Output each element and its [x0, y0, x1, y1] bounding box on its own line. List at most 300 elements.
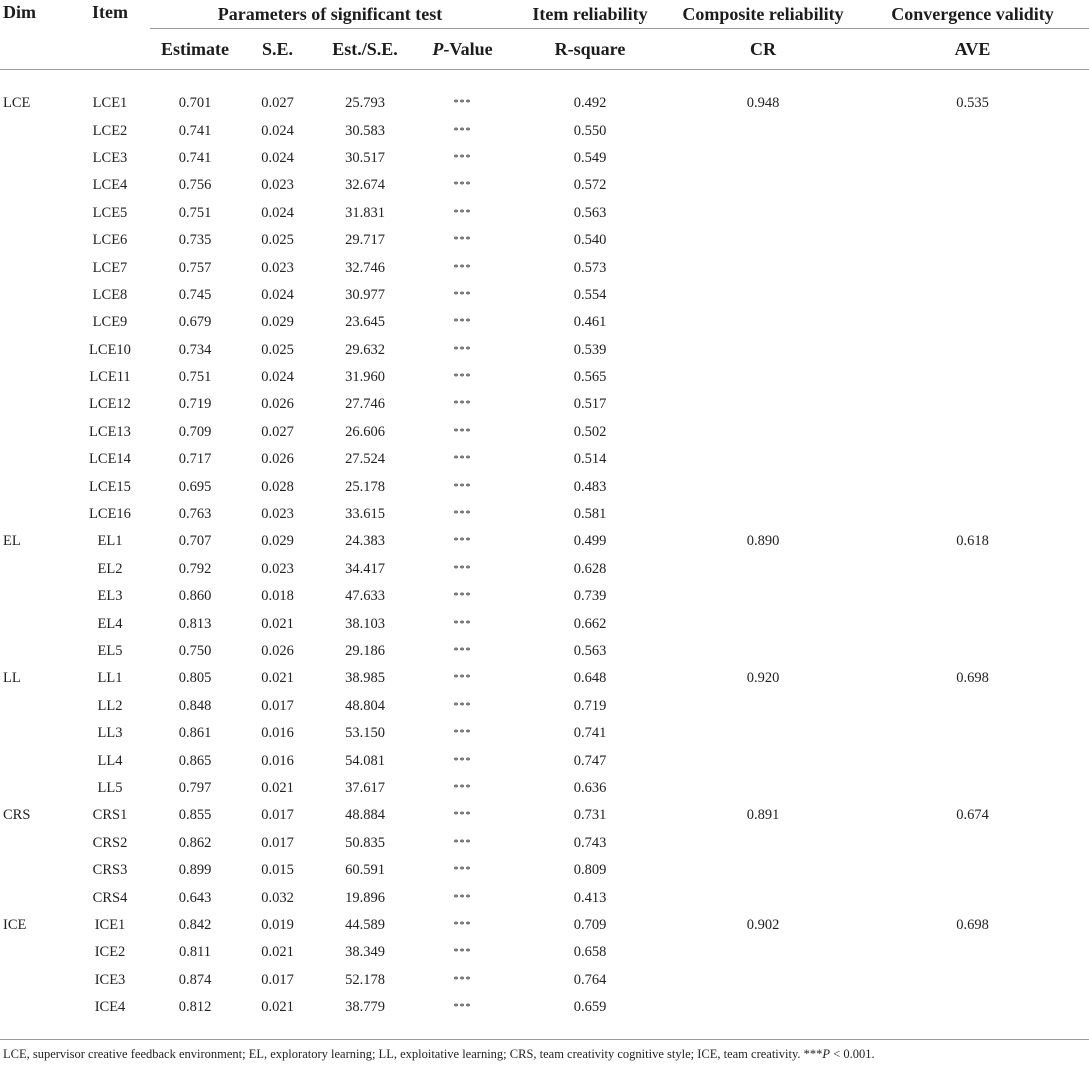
cell-dim: LCE — [3, 95, 31, 112]
table-row — [0, 364, 1089, 391]
cell-est-se: 48.804 — [345, 697, 385, 714]
cell-ave — [856, 501, 1089, 528]
cell-item: LCE4 — [92, 177, 128, 194]
cell-est-se: 34.417 — [345, 560, 385, 577]
cell-est-se: 30.517 — [345, 149, 385, 166]
cell-estimate: 0.717 — [178, 451, 212, 468]
cell-item: CRS4 — [92, 889, 128, 906]
cell-r-square: 0.628 — [573, 560, 607, 577]
cell-estimate: 0.734 — [178, 341, 212, 358]
cell-se: 0.021 — [261, 615, 294, 632]
cell-r-square: 0.572 — [573, 177, 607, 194]
cell-est-se: 44.589 — [345, 916, 385, 933]
table-row — [0, 528, 1089, 555]
cell-item: CRS1 — [92, 807, 128, 824]
table-row — [0, 282, 1089, 309]
cell-item: LL5 — [97, 779, 123, 796]
cell-dim — [0, 884, 70, 911]
cell-estimate: 0.797 — [178, 779, 212, 796]
cell-est-se: 30.583 — [345, 122, 385, 139]
cell-r-square: 0.573 — [573, 259, 607, 276]
cell-estimate: 0.855 — [178, 807, 212, 824]
cell-r-square: 0.539 — [573, 341, 607, 358]
cell-se: 0.021 — [261, 944, 294, 961]
cell-dim — [0, 720, 70, 747]
cell-dim — [0, 309, 70, 336]
cell-estimate: 0.811 — [178, 944, 212, 961]
cell-se: 0.023 — [261, 177, 294, 194]
cell-r-square: 0.636 — [573, 779, 607, 796]
cell-ave — [856, 446, 1089, 473]
cell-se: 0.023 — [261, 560, 294, 577]
cell-cr — [670, 994, 856, 1021]
cell-cr — [670, 583, 856, 610]
cell-se: 0.017 — [261, 807, 294, 824]
table-row — [0, 446, 1089, 473]
cell-item: LCE16 — [89, 506, 131, 523]
table-bottom-rule — [0, 1039, 1089, 1040]
cell-se: 0.032 — [261, 889, 294, 906]
col-item: Item — [92, 2, 128, 22]
cell-p-value: *** — [453, 509, 472, 521]
cell-dim — [0, 610, 70, 637]
cell-estimate: 0.709 — [178, 423, 212, 440]
table-row — [0, 309, 1089, 336]
cell-dim — [0, 747, 70, 774]
table-row — [0, 583, 1089, 610]
cell-cr — [670, 446, 856, 473]
cell-cr — [670, 720, 856, 747]
cell-p-value: *** — [453, 837, 472, 849]
cell-est-se: 31.960 — [345, 369, 385, 386]
cell-p-value: *** — [453, 865, 472, 877]
cell-r-square: 0.809 — [573, 862, 607, 879]
cell-p-value: *** — [453, 289, 472, 301]
cell-item: LCE13 — [89, 423, 131, 440]
cell-estimate: 0.750 — [178, 643, 212, 659]
cell-r-square: 0.731 — [573, 807, 607, 824]
cell-p-value: *** — [453, 919, 472, 931]
cell-cr: 0.902 — [746, 916, 780, 933]
cell-est-se: 53.150 — [345, 725, 385, 742]
cell-est-se: 60.591 — [345, 862, 385, 879]
cell-est-se: 25.178 — [345, 478, 385, 495]
cell-dim: CRS — [3, 807, 31, 824]
cell-p-value: *** — [453, 235, 472, 247]
cell-p-value: *** — [453, 180, 472, 192]
cell-est-se: 48.884 — [345, 807, 385, 824]
cell-p-value: *** — [453, 98, 472, 110]
cell-ave — [856, 884, 1089, 911]
cell-est-se: 19.896 — [345, 889, 385, 906]
cell-se: 0.017 — [261, 971, 294, 988]
cell-estimate: 0.735 — [178, 232, 212, 249]
cell-estimate: 0.751 — [178, 204, 212, 221]
cell-p-value: *** — [453, 974, 472, 986]
cell-estimate: 0.707 — [178, 533, 212, 550]
cell-est-se: 31.831 — [345, 204, 385, 221]
cell-estimate: 0.643 — [178, 889, 212, 906]
table-row — [0, 912, 1089, 939]
cell-cr — [670, 117, 856, 144]
cell-cr — [670, 364, 856, 391]
cell-est-se: 50.835 — [345, 834, 385, 851]
cell-ave — [856, 720, 1089, 747]
cell-dim — [0, 200, 70, 227]
cell-item: LCE12 — [89, 396, 131, 413]
cell-ave — [856, 994, 1089, 1021]
table-footnote — [3, 1047, 875, 1062]
cell-ave — [856, 419, 1089, 446]
table-row — [0, 610, 1089, 637]
cell-cr — [670, 884, 856, 911]
cell-item: CRS3 — [92, 862, 128, 879]
cell-item: LCE1 — [92, 95, 128, 112]
cell-se: 0.021 — [261, 779, 294, 796]
cell-item: LCE10 — [89, 341, 131, 358]
cell-estimate: 0.842 — [178, 916, 212, 933]
cell-dim — [0, 501, 70, 528]
cell-cr — [670, 391, 856, 418]
cell-r-square: 0.659 — [573, 999, 607, 1016]
cell-p-value: *** — [453, 673, 472, 685]
col-ave: AVE — [954, 38, 991, 59]
cell-p-value: *** — [453, 700, 472, 712]
cell-se: 0.026 — [261, 451, 294, 468]
cell-p-value: *** — [453, 728, 472, 740]
cell-ave: 0.698 — [956, 670, 989, 687]
cell-cr — [670, 556, 856, 583]
cell-dim — [0, 419, 70, 446]
cell-estimate: 0.812 — [178, 999, 212, 1016]
cell-est-se: 33.615 — [345, 506, 385, 523]
cell-r-square: 0.709 — [573, 916, 607, 933]
cell-item: LL1 — [97, 670, 123, 687]
cell-r-square: 0.413 — [573, 889, 607, 906]
cell-ave — [856, 638, 1089, 665]
table-row — [0, 994, 1089, 1021]
header-row-2 — [0, 29, 1089, 70]
footnote-text: LCE, supervisor creative feedback environment; EL, exploratory learning; LL, exploitative learning; CRS, team creativity cognitive style; ICE, team creativity. — [3, 1047, 804, 1061]
cell-r-square: 0.648 — [573, 670, 607, 687]
cell-ave — [856, 857, 1089, 884]
cell-estimate: 0.899 — [178, 862, 212, 879]
cell-item: LCE5 — [92, 204, 128, 221]
table-row — [0, 939, 1089, 966]
cell-p-value: *** — [453, 536, 472, 548]
cell-ave: 0.698 — [956, 916, 989, 933]
cell-cr: 0.920 — [746, 670, 780, 687]
cell-se: 0.025 — [261, 341, 294, 358]
cell-ave — [856, 282, 1089, 309]
cell-ave: 0.535 — [956, 95, 989, 112]
cell-est-se: 27.746 — [345, 396, 385, 413]
cell-ave — [856, 967, 1089, 994]
table-row — [0, 200, 1089, 227]
cell-se: 0.028 — [261, 478, 294, 495]
table-row — [0, 802, 1089, 829]
cell-estimate: 0.741 — [178, 122, 212, 139]
cell-r-square: 0.739 — [573, 588, 607, 605]
cell-item: EL4 — [97, 615, 123, 632]
cell-ave: 0.618 — [956, 533, 989, 550]
cell-p-value: *** — [453, 152, 472, 164]
cell-r-square: 0.743 — [573, 834, 607, 851]
cell-cr: 0.891 — [746, 807, 780, 824]
cell-estimate: 0.756 — [178, 177, 212, 194]
cell-dim — [0, 337, 70, 364]
footnote-p: P — [822, 1047, 831, 1061]
cell-dim — [0, 583, 70, 610]
cell-est-se: 32.746 — [345, 259, 385, 276]
cell-se: 0.018 — [261, 588, 294, 605]
cell-se: 0.016 — [261, 725, 294, 742]
cell-r-square: 0.563 — [573, 643, 607, 659]
cell-dim: LL — [3, 670, 21, 687]
cell-estimate: 0.751 — [178, 369, 212, 386]
cell-p-value: *** — [453, 892, 472, 904]
col-group-convergence-validity: Convergence validity — [856, 0, 1089, 29]
cell-r-square: 0.461 — [573, 314, 607, 331]
cell-ave — [856, 391, 1089, 418]
table-row — [0, 857, 1089, 884]
cell-item: LCE11 — [89, 369, 131, 386]
cell-ave — [856, 747, 1089, 774]
cell-dim — [0, 939, 70, 966]
cell-est-se: 32.674 — [345, 177, 385, 194]
table-row — [0, 419, 1089, 446]
cell-dim — [0, 556, 70, 583]
cell-cr — [670, 638, 856, 665]
table-row — [0, 145, 1089, 172]
cell-item: LL4 — [97, 752, 123, 769]
cell-cr — [670, 309, 856, 336]
cell-se: 0.023 — [261, 259, 294, 276]
cell-p-value: *** — [453, 344, 472, 356]
cell-se: 0.023 — [261, 506, 294, 523]
table-row — [0, 665, 1089, 692]
cell-dim — [0, 282, 70, 309]
cell-est-se: 23.645 — [345, 314, 385, 331]
cell-est-se: 52.178 — [345, 971, 385, 988]
cell-cr — [670, 337, 856, 364]
cell-cr — [670, 200, 856, 227]
cell-p-value: *** — [453, 372, 472, 384]
cell-item: LL2 — [97, 697, 123, 714]
cell-r-square: 0.517 — [573, 396, 607, 413]
cell-estimate: 0.861 — [178, 725, 212, 742]
cell-est-se: 37.617 — [345, 779, 385, 796]
cell-ave — [856, 610, 1089, 637]
cell-p-value: *** — [453, 563, 472, 575]
cell-ave — [856, 939, 1089, 966]
cell-r-square: 0.550 — [573, 122, 607, 139]
table-row — [0, 638, 1089, 665]
cell-ave — [856, 200, 1089, 227]
p-value-suffix: -Value — [443, 38, 493, 59]
cell-r-square: 0.499 — [573, 533, 607, 550]
cell-ave — [856, 583, 1089, 610]
cell-cr — [670, 227, 856, 254]
cell-se: 0.026 — [261, 643, 294, 659]
cell-item: ICE3 — [94, 971, 126, 988]
cell-dim: ICE — [3, 916, 27, 933]
cell-cr — [670, 610, 856, 637]
cell-dim — [0, 391, 70, 418]
col-p-value — [415, 29, 510, 70]
cell-se: 0.017 — [261, 834, 294, 851]
cell-estimate: 0.745 — [178, 286, 212, 303]
cell-item: ICE2 — [94, 944, 126, 961]
cell-r-square: 0.540 — [573, 232, 607, 249]
cell-item: LCE7 — [92, 259, 128, 276]
cell-ave — [856, 337, 1089, 364]
cell-se: 0.024 — [261, 122, 294, 139]
cell-ave — [856, 172, 1089, 199]
cell-p-value: *** — [453, 262, 472, 274]
table-row — [0, 254, 1089, 281]
cell-cr — [670, 172, 856, 199]
col-group-significance: Parameters of significant test — [150, 0, 510, 29]
cell-p-value: *** — [453, 399, 472, 411]
col-dim: Dim — [3, 2, 36, 22]
cell-r-square: 0.563 — [573, 204, 607, 221]
cell-cr — [670, 254, 856, 281]
cell-estimate: 0.862 — [178, 834, 212, 851]
cell-ave — [856, 117, 1089, 144]
cell-dim — [0, 145, 70, 172]
cell-p-value: *** — [453, 1002, 472, 1014]
cell-dim — [0, 473, 70, 500]
table-row — [0, 227, 1089, 254]
cell-r-square: 0.662 — [573, 615, 607, 632]
p-symbol: P — [432, 38, 444, 59]
cell-item: EL2 — [97, 560, 123, 577]
cell-estimate: 0.874 — [178, 971, 212, 988]
cell-r-square: 0.764 — [573, 971, 607, 988]
cell-p-value: *** — [453, 591, 472, 603]
col-est-se: Est./S.E. — [332, 38, 398, 59]
cell-ave — [856, 309, 1089, 336]
cell-se: 0.025 — [261, 232, 294, 249]
cell-cr — [670, 939, 856, 966]
cell-cr — [670, 775, 856, 802]
cell-estimate: 0.865 — [178, 752, 212, 769]
footnote-stars: *** — [803, 1047, 823, 1061]
table-row — [0, 775, 1089, 802]
cell-ave — [856, 775, 1089, 802]
cell-est-se: 26.606 — [345, 423, 385, 440]
cell-se: 0.016 — [261, 752, 294, 769]
cell-se: 0.017 — [261, 697, 294, 714]
cell-item: LCE14 — [89, 451, 131, 468]
cell-est-se: 38.779 — [345, 999, 385, 1016]
cell-cr: 0.948 — [746, 95, 780, 112]
cell-item: LCE2 — [92, 122, 128, 139]
cell-p-value: *** — [453, 618, 472, 630]
header-row-1 — [0, 0, 1089, 29]
cell-est-se: 30.977 — [345, 286, 385, 303]
cell-item: EL5 — [97, 643, 123, 659]
cell-se: 0.027 — [261, 95, 294, 112]
cell-r-square: 0.565 — [573, 369, 607, 386]
cell-r-square: 0.483 — [573, 478, 607, 495]
cell-dim — [0, 994, 70, 1021]
cell-dim — [0, 967, 70, 994]
cell-p-value: *** — [453, 207, 472, 219]
cell-se: 0.026 — [261, 396, 294, 413]
cell-item: LL3 — [97, 725, 123, 742]
cell-dim — [0, 117, 70, 144]
cell-dim — [0, 775, 70, 802]
table-row — [0, 693, 1089, 720]
col-cr: CR — [750, 38, 776, 59]
cell-ave — [856, 364, 1089, 391]
table-row — [0, 337, 1089, 364]
cell-r-square: 0.502 — [573, 423, 607, 440]
col-se: S.E. — [261, 38, 294, 59]
table-row — [0, 501, 1089, 528]
cell-p-value: *** — [453, 646, 472, 657]
cell-r-square: 0.492 — [573, 95, 607, 112]
cell-se: 0.024 — [261, 286, 294, 303]
table-row — [0, 830, 1089, 857]
col-estimate: Estimate — [161, 38, 229, 59]
cell-cr — [670, 967, 856, 994]
cell-estimate: 0.757 — [178, 259, 212, 276]
cell-se: 0.015 — [261, 862, 294, 879]
cell-est-se: 54.081 — [345, 752, 385, 769]
cell-item: LCE9 — [92, 314, 128, 331]
cell-cr — [670, 473, 856, 500]
cell-ave: 0.674 — [956, 807, 989, 824]
cell-se: 0.027 — [261, 423, 294, 440]
cell-estimate: 0.848 — [178, 697, 212, 714]
cell-dim — [0, 227, 70, 254]
cell-estimate: 0.813 — [178, 615, 212, 632]
table-row — [0, 117, 1089, 144]
cell-ave — [856, 473, 1089, 500]
cell-se: 0.021 — [261, 670, 294, 687]
table-row — [0, 172, 1089, 199]
cell-p-value: *** — [453, 454, 472, 466]
table-row — [0, 556, 1089, 583]
cell-est-se: 27.524 — [345, 451, 385, 468]
cell-estimate: 0.695 — [178, 478, 212, 495]
cell-item: CRS2 — [92, 834, 128, 851]
cell-ave — [856, 227, 1089, 254]
cell-r-square: 0.514 — [573, 451, 607, 468]
cell-est-se: 38.985 — [345, 670, 385, 687]
cell-dim — [0, 693, 70, 720]
table-row — [0, 473, 1089, 500]
cell-ave — [856, 556, 1089, 583]
cell-r-square: 0.549 — [573, 149, 607, 166]
cell-estimate: 0.701 — [178, 95, 212, 112]
cell-r-square: 0.747 — [573, 752, 607, 769]
cell-ave — [856, 693, 1089, 720]
col-r-square: R-square — [554, 38, 626, 59]
cell-est-se: 24.383 — [345, 533, 385, 550]
cell-se: 0.019 — [261, 916, 294, 933]
cell-r-square: 0.554 — [573, 286, 607, 303]
cell-cr — [670, 693, 856, 720]
cell-item: ICE1 — [94, 916, 126, 933]
cell-est-se: 29.717 — [345, 232, 385, 249]
cell-est-se: 25.793 — [345, 95, 385, 112]
cell-ave — [856, 254, 1089, 281]
cell-p-value: *** — [453, 810, 472, 822]
